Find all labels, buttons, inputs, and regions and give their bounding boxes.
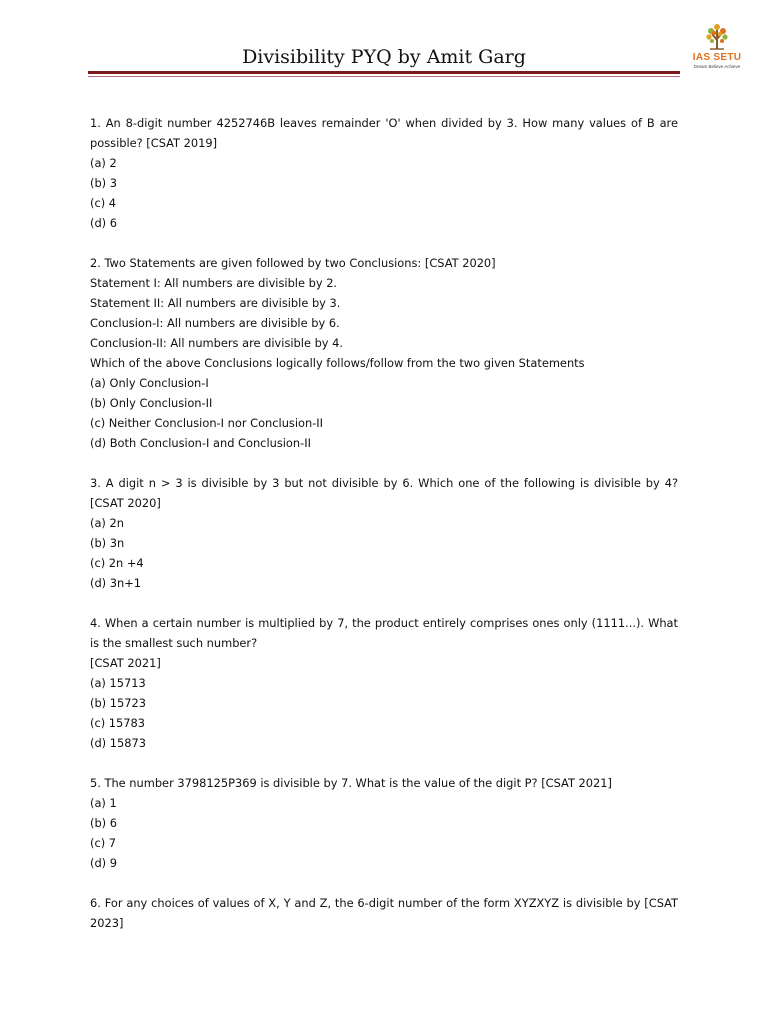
question-5 [90,773,678,873]
statement: Statement I: All numbers are divisible by 2. [90,276,338,290]
statement: Statement II: All numbers are divisible by 3. [90,296,341,310]
question-4 [90,613,678,753]
question-stem: 6. For any choices of values of X, Y and Z, the 6-digit number of the form XYZXYZ is divisible by [CSAT 2023] [90,896,678,930]
option: (b) 3 [90,176,117,190]
question-stem: 3. A digit n > 3 is divisible by 3 but not divisible by 6. Which one of the following is divisible by 4? [CSAT 2020] [90,476,678,510]
question-prompt: Which of the above Conclusions logically follows/follow from the two given Statements [90,356,585,370]
option: (b) 15723 [90,696,146,710]
tree-logo-icon [702,22,732,50]
option: (c) 2n +4 [90,556,144,570]
logo-name: IAS SETU [692,52,742,63]
option: (d) 9 [90,856,117,870]
question-stem: 5. The number 3798125P369 is divisible by 7. What is the value of the digit P? [CSAT 2021] [90,776,612,790]
conclusion: Conclusion-I: All numbers are divisible by 6. [90,316,340,330]
option: (a) Only Conclusion-I [90,376,209,390]
option: (a) 1 [90,796,117,810]
option: (c) 15783 [90,716,146,730]
header-rule [88,71,680,74]
option: (a) 15713 [90,676,146,690]
header-rule-thin [88,76,680,77]
option: (d) 15873 [90,736,146,750]
question-list [90,113,678,953]
question-source: [CSAT 2021] [90,656,161,670]
option: (b) Only Conclusion-II [90,396,213,410]
option: (b) 3n [90,536,125,550]
option: (c) Neither Conclusion-I nor Conclusion-II [90,416,324,430]
option: (d) 6 [90,216,117,230]
option: (a) 2 [90,156,117,170]
conclusion: Conclusion-II: All numbers are divisible by 4. [90,336,344,350]
question-3 [90,473,678,593]
question-stem: 1. An 8-digit number 4252746B leaves remainder 'O' when divided by 3. How many values of B are possible? [CSAT 2019] [90,116,678,150]
logo [682,22,752,84]
logo-tagline: Dream Believe Achieve [693,64,741,69]
option: (d) 3n+1 [90,576,141,590]
page-title: Divisibility PYQ by Amit Garg [242,46,526,68]
option: (c) 4 [90,196,117,210]
option: (d) Both Conclusion-I and Conclusion-II [90,436,311,450]
question-1 [90,113,678,233]
question-stem: 2. Two Statements are given followed by two Conclusions: [CSAT 2020] [90,256,496,270]
question-6 [90,893,678,933]
question-2 [90,253,678,453]
question-stem: 4. When a certain number is multiplied by 7, the product entirely comprises ones only (1111...). What is the smallest such number? [90,616,678,650]
option: (a) 2n [90,516,124,530]
option: (b) 6 [90,816,117,830]
option: (c) 7 [90,836,117,850]
